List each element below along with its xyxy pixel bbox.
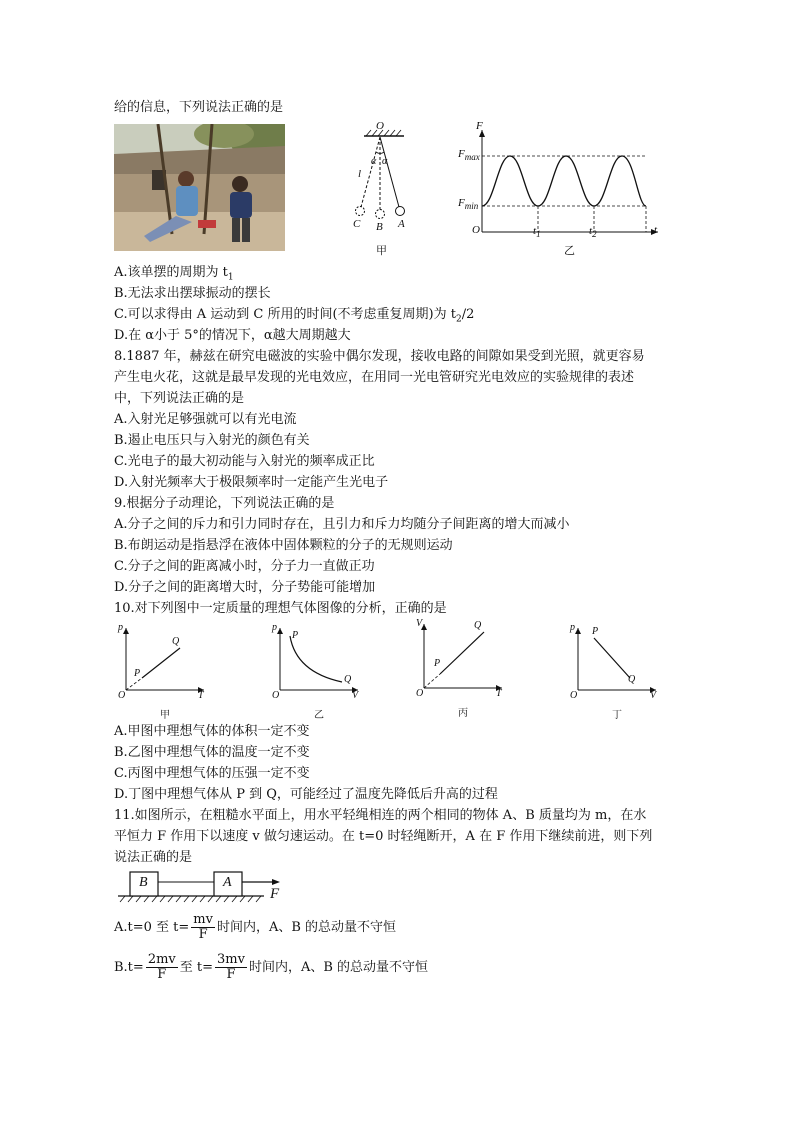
graph-jia-point-q: Q (172, 636, 180, 647)
graph-jia-y-label: p (118, 622, 123, 633)
graph-ding-point-q: Q (628, 674, 636, 685)
q8-stem-3: 中，下列说法正确的是 (114, 391, 245, 406)
force-time-graph-yi (458, 120, 668, 260)
graph-ding-point-p: P (592, 626, 599, 637)
figure-caption-jia: 甲 (376, 244, 387, 257)
graph-ding-y-label: p (570, 622, 575, 633)
q8-option-d: D.入射光频率大于极限频率时一定能产生光电子 (114, 475, 389, 490)
graph-jia-point-p: P (134, 668, 141, 679)
pivot-label-o: O (376, 120, 384, 132)
force-label-f: F (270, 886, 280, 902)
graph-yi-point-q: Q (344, 674, 352, 685)
q8-stem-1: 8.1887 年，赫兹在研究电磁波的实验中偶尔发现，接收电路的间隙如果受到光照，就更容易 (114, 349, 645, 364)
q10-option-d: D.丁图中理想气体从 P 到 Q，可能经过了温度先降低后升高的过程 (114, 787, 498, 802)
q10-option-b: B.乙图中理想气体的温度一定不变 (114, 745, 310, 760)
fmax-label: $F_{max}$ (458, 148, 480, 163)
fraction-mv-f: $\frac{mv}{F}$ (193, 912, 213, 942)
q10-option-a: A.甲图中理想气体的体积一定不变 (114, 724, 310, 739)
graph-yi-caption: 乙 (314, 710, 324, 721)
q8-option-a: A.入射光足够强就可以有光电流 (114, 412, 297, 427)
graph-bing-point-q: Q (474, 620, 482, 631)
origin-label: O (472, 224, 480, 236)
q7-option-c: C.可以求得由 A 运动到 C 所用的时间(不考虑重复周期)为 $t_2/2$ (114, 307, 475, 325)
point-label-c: C (353, 218, 361, 230)
gas-graph-bing (412, 618, 512, 720)
q8-stem-2: 产生电火花，这就是最早发现的光电效应，在用同一光电管研究光电效应的实验规律的表述 (114, 370, 635, 385)
q9-option-d: D.分子之间的距离增大时，分子势能可能增加 (114, 580, 376, 595)
point-label-a: A (398, 218, 405, 230)
t1-label: $t_1$ (533, 225, 541, 240)
angle-label-left: α (371, 156, 377, 167)
gas-graph-jia (114, 620, 214, 720)
q10-option-c: C.丙图中理想气体的压强一定不变 (114, 766, 310, 781)
q9-option-b: B.布朗运动是指悬浮在液体中固体颗粒的分子的无规则运动 (114, 538, 453, 553)
point-label-b: B (376, 221, 383, 233)
gas-graph-ding (566, 620, 666, 720)
swing-photo (114, 124, 285, 251)
graph-ding-x-label: V (650, 690, 657, 701)
t2-label: $t_2$ (589, 225, 597, 240)
graph-yi-y-label: p (272, 622, 277, 633)
q11-stem-2: 平恒力 F 作用下以速度 v 做匀速运动。在 t=0 时轻绳断开，A 在 F 作用下继续前进，则下列 (114, 829, 653, 844)
gas-graph-yi (268, 620, 368, 720)
angle-label-right: α (382, 156, 388, 167)
blocks-figure (114, 866, 294, 910)
q11-option-a: A.t=0 至 t= $\frac{mv}{F}$ 时间内，A、B 的总动量不守恒 (114, 912, 397, 942)
graph-ding-origin: O (570, 690, 578, 701)
fraction-3mv-f: $\frac{3mv}{F}$ (217, 952, 245, 982)
q11-option-b: B.t= $\frac{2mv}{F}$ 至 t= $\frac{3mv}{F}$ 时间内，A、B 的总动量不守恒 (114, 952, 429, 982)
graph-yi-origin: O (272, 690, 280, 701)
graph-bing-point-p: P (434, 658, 441, 669)
block-b-label: B (139, 875, 148, 890)
graph-bing-x-label: T (496, 688, 502, 699)
q11-stem-1: 11.如图所示，在粗糙水平面上，用水平轻绳相连的两个相同的物体 A、B 质量均为 m，在水 (114, 808, 647, 823)
q10-stem: 10.对下列图中一定质量的理想气体图像的分析，正确的是 (114, 601, 447, 616)
block-a-label: A (223, 875, 232, 890)
q9-option-a: A.分子之间的斥力和引力同时存在，且引力和斥力均随分子间距离的增大而减小 (114, 517, 570, 532)
graph-bing-caption: 丙 (458, 708, 468, 719)
x-axis-label-t: t (654, 224, 658, 236)
q8-option-b: B.遏止电压只与入射光的颜色有关 (114, 433, 310, 448)
graph-jia-x-label: T (198, 690, 204, 701)
graph-yi-point-p: P (292, 630, 299, 641)
y-axis-label-f: F (476, 120, 483, 132)
q7-option-b: B.无法求出摆球振动的摆长 (114, 286, 271, 301)
figure-caption-yi: 乙 (564, 244, 575, 257)
q8-option-c: C.光电子的最大初动能与入射光的频率成正比 (114, 454, 375, 469)
fraction-2mv-f: $\frac{2mv}{F}$ (147, 952, 176, 982)
graph-bing-y-label: V (416, 618, 423, 629)
graph-ding-caption: 丁 (612, 710, 622, 721)
graph-yi-x-label: V (352, 690, 359, 701)
fmin-label: $F_{min}$ (458, 197, 479, 212)
q9-stem: 9.根据分子动理论，下列说法正确的是 (114, 496, 335, 511)
length-label-l: l (358, 168, 362, 180)
graph-bing-origin: O (416, 688, 424, 699)
intro-line: 给的信息，下列说法正确的是 (114, 100, 284, 115)
graph-jia-origin: O (118, 690, 126, 701)
q7-option-d: D.在 α小于 5°的情况下，α越大周期越大 (114, 328, 351, 343)
q7-option-a: A.该单摆的周期为 $t_1$ (114, 265, 234, 283)
q11-stem-3: 说法正确的是 (114, 850, 193, 865)
pendulum-figure-jia (344, 120, 416, 260)
q9-option-c: C.分子之间的距离减小时，分子力一直做正功 (114, 559, 375, 574)
graph-jia-caption: 甲 (160, 710, 170, 721)
